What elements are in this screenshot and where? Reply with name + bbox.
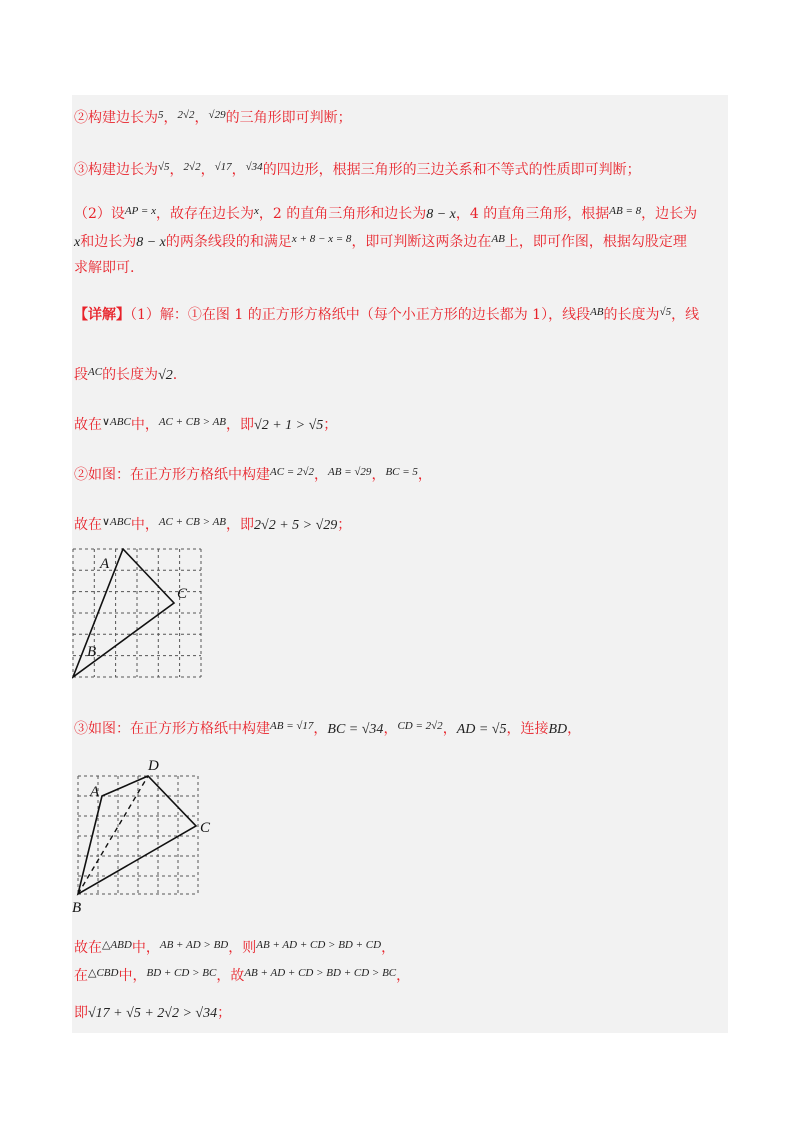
text-line-10: 故在$^{\vee ABC}$中，$^{AC + CB > AB}$，即2√2 + 5 > √29； xyxy=(74,516,352,533)
label-a: A xyxy=(100,556,110,572)
text-line-14: 即√17 + √5 + 2√2 > √34； xyxy=(74,1005,232,1021)
label-c: C xyxy=(177,586,188,602)
text-line-3: （2）设$^{AP = x}$，故存在边长为$^x$，2 的直角三角形和边长为8 − x，4 的直角三角形，根据$^{AB = 8}$，边长为 xyxy=(74,205,698,222)
text-line-2: ③构建边长为$^{√5}$，$^{2√2}$，$^{√17}$，$^{√34}$的四边形，根据三角形的三边关系和不等式的性质即可判断； xyxy=(74,161,641,178)
text-line-7: 段$^{AC}$的长度为√2. xyxy=(74,366,178,383)
text-line-6: 【详解】（1）解：①在图 1 的正方形方格纸中（每个小正方形的边长都为 1），线段$^{AB}$的长度为$^{√5}$，线 xyxy=(74,306,700,323)
text-line-11: ③如图：在正方形方格纸中构建$^{AB = √17}$，BC = √34，$^{CD = 2√2}$，AD = √5，连接BD， xyxy=(74,720,582,737)
text-line-8: 故在$^{\vee ABC}$中，$^{AC + CB > AB}$，即√2 + 1 > √5； xyxy=(74,416,338,433)
label-a: A xyxy=(90,784,100,800)
text-line-12: 故在$^{\triangle ABD}$中，$^{AB + AD > BD}$，则$^{AB + AD + CD > BD + CD}$， xyxy=(74,939,396,956)
label-d: D xyxy=(148,758,159,774)
figure-quadrilateral-grid xyxy=(70,754,220,916)
diagonal-bd xyxy=(78,776,148,894)
text-line-5: 求解即可. xyxy=(74,260,135,276)
label-b: B xyxy=(72,900,82,916)
label-b: B xyxy=(87,644,97,660)
figure-triangle-grid xyxy=(72,548,204,680)
text-line-9: ②如图：在正方形方格纸中构建$^{AC = 2√2}$，$^{AB = √29}$，$^{BC = 5}$， xyxy=(74,466,432,483)
text-line-4: x和边长为8 − x的两条线段的和满足$^{x + 8 - x = 8}$，即可判断这两条边在$^{AB}$上，即可作图，根据勾股定理 xyxy=(74,233,687,250)
text-line-13: 在$^{\triangle CBD}$中，$^{BD + CD > BC}$，故$^{AB + AD + CD > BD + CD > BC}$， xyxy=(74,967,411,984)
label-c: C xyxy=(200,820,211,836)
text-line-1: ②构建边长为$^5$，$^{2√2}$，$^{√29}$的三角形即可判断； xyxy=(74,109,352,126)
